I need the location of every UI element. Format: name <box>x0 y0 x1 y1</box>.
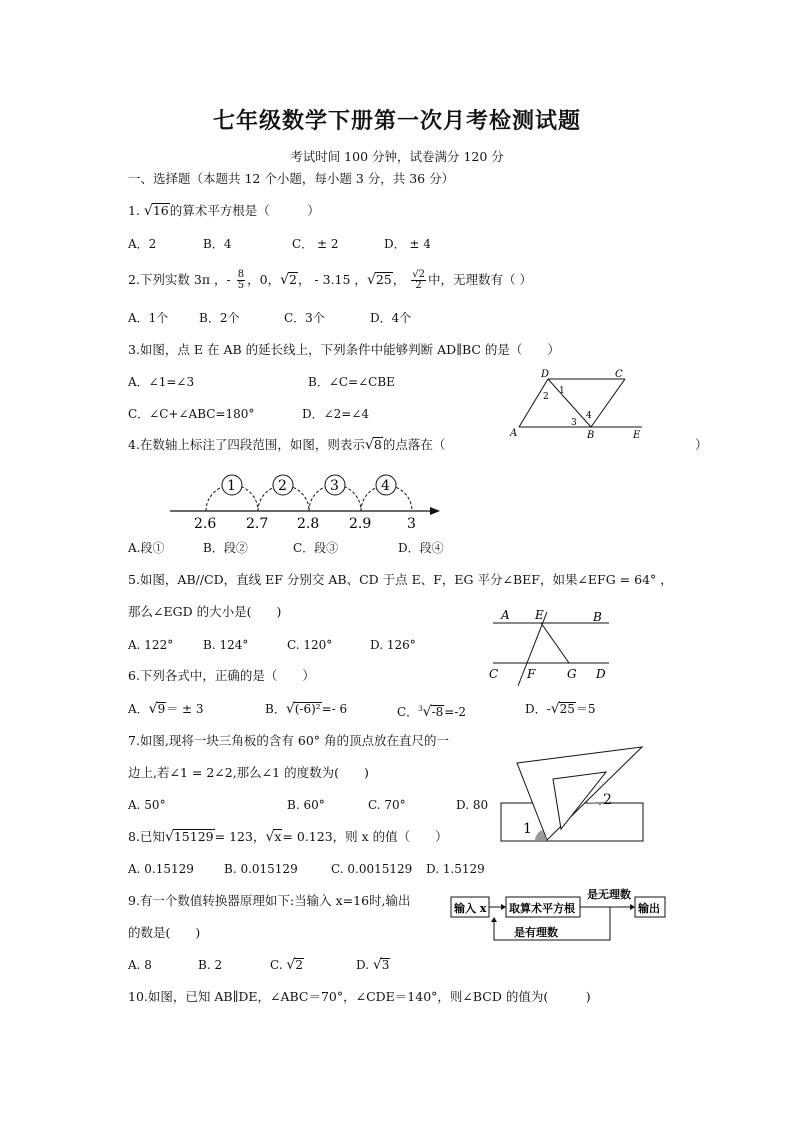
page-title: 七年级数学下册第一次月考检测试题 <box>212 108 581 134</box>
q4-close-paren: ） <box>695 437 708 452</box>
q7-option-a: A. 50° <box>128 798 166 812</box>
angle-1: 1 <box>559 386 565 396</box>
flow-rational: 是有理数 <box>514 926 558 939</box>
q3-option-b: B．∠C=∠CBE <box>308 375 395 389</box>
question-8: 8.已知√15129= 123，√x= 0.123，则 x 的值（ ） <box>128 829 448 845</box>
angle-1: 1 <box>523 821 532 837</box>
label-e: E <box>535 608 544 622</box>
q3-option-d: D．∠2=∠4 <box>302 407 370 421</box>
q6-option-d: D．-√25＝5 <box>525 701 596 717</box>
tick-label: 2.6 <box>194 516 217 532</box>
q2-option-b: B．2个 <box>199 311 240 325</box>
q5-option-c: C. 120° <box>287 638 333 652</box>
angle-2: 2 <box>543 392 549 402</box>
q9-option-c: C. √2 <box>270 957 303 973</box>
q2-option-c: C．3个 <box>284 311 325 325</box>
q1-option-a: A．2 <box>128 237 157 251</box>
question-7-cont: 边上,若∠1 = 2∠2,那么∠1 的度数为( ) <box>128 765 369 780</box>
q8-option-a: A. 0.15129 <box>128 862 194 876</box>
q3-parallelogram-figure <box>505 366 655 442</box>
question-3: 3.如图，点 E 在 AB 的延长线上，下列条件中能够判断 AD∥BC 的是（ ） <box>128 342 560 357</box>
section-heading: 一、选择题（本题共 12 个小题，每小题 3 分，共 36 分） <box>128 171 455 186</box>
label-d: D <box>541 369 550 380</box>
label-g: G <box>567 667 577 681</box>
flow-operation: 取算术平方根 <box>509 902 575 915</box>
question-4: 4.在数轴上标注了四段范围，如图，则表示√8的点落在（ <box>128 437 446 453</box>
q4-option-b: B．段② <box>203 541 248 555</box>
q2-option-a: A．1个 <box>128 311 169 325</box>
q4-option-d: D．段④ <box>398 541 444 555</box>
flow-irrational: 是无理数 <box>587 888 631 901</box>
tick-label: 2.9 <box>349 516 372 532</box>
label-a: A <box>510 428 518 439</box>
question-9-cont: 的数是( ) <box>128 925 201 940</box>
q8-option-b: B. 0.015129 <box>224 862 298 876</box>
question-2: 2.下列实数 3π ，- $\frac{8}{5}$ ，0，√2， - 3.15 ，√25， $\frac{√2}{2}$ 中，无理数有（ ） <box>128 269 532 291</box>
question-9: 9.有一个数值转换器原理如下:当输入 x=16时,输出 <box>128 893 411 908</box>
q5-option-d: D. 126° <box>370 638 416 652</box>
question-6: 6.下列各式中，正确的是（ ） <box>128 668 315 683</box>
question-1: 1. √16的算术平方根是（ ） <box>128 203 320 219</box>
angle-4: 4 <box>586 411 592 421</box>
label-c: C <box>489 667 499 681</box>
q2-option-d: D．4个 <box>370 311 412 325</box>
label-d: D <box>596 667 606 681</box>
q9-flowchart-figure <box>448 882 670 944</box>
segment-3-label: 3 <box>330 478 339 494</box>
q1-option-d: D． ± 4 <box>384 237 431 251</box>
exam-info: 考试时间 100 分钟，试卷满分 120 分 <box>290 149 504 164</box>
q9-option-d: D. √3 <box>356 957 390 973</box>
q6-option-b: B．√(-6)²=- 6 <box>265 701 348 717</box>
q1-option-c: C． ± 2 <box>292 237 339 251</box>
flow-input: 输入 x <box>454 902 487 915</box>
question-7: 7.如图,现将一块三角板的含有 60° 角的顶点放在直尺的一 <box>128 733 450 748</box>
label-b: B <box>593 610 602 624</box>
q7-triangle-ruler-figure <box>496 744 648 844</box>
q4-option-a: A.段① <box>128 541 165 555</box>
q4-option-c: C．段③ <box>293 541 339 555</box>
segment-4-label: 4 <box>381 478 390 494</box>
label-b: B <box>587 430 595 441</box>
label-f: F <box>527 667 536 681</box>
q7-option-d: D. 80 <box>456 798 489 812</box>
segment-1-label: 1 <box>227 478 236 494</box>
label-c: C <box>615 369 623 380</box>
q3-option-c: C．∠C+∠ABC=180° <box>128 407 255 421</box>
question-5-cont: 那么∠EGD 的大小是( ) <box>128 604 282 619</box>
tick-label: 3 <box>407 516 416 532</box>
q1-option-b: B．4 <box>203 237 232 251</box>
q6-option-c: C．$^3$√-8=-2 <box>397 704 467 720</box>
q5-option-a: A. 122° <box>128 638 174 652</box>
angle-3: 3 <box>571 418 577 428</box>
q7-option-c: C. 70° <box>368 798 406 812</box>
q8-option-d: D. 1.5129 <box>426 862 485 876</box>
q3-option-a: A．∠1=∠3 <box>128 375 195 389</box>
question-5: 5.如图，AB//CD，直线 EF 分别交 AB、CD 于点 E、F，EG 平分∠BEF，如果∠EFG = 64° ， <box>128 572 673 587</box>
flow-output: 输出 <box>638 902 660 915</box>
tick-label: 2.7 <box>246 516 269 532</box>
q6-option-a: A．√9＝ ± 3 <box>128 701 204 717</box>
q7-option-b: B. 60° <box>287 798 325 812</box>
q9-option-a: A. 8 <box>128 958 152 972</box>
q8-option-c: C. 0.0015129 <box>331 862 413 876</box>
tick-label: 2.8 <box>297 516 320 532</box>
segment-2-label: 2 <box>278 478 287 494</box>
q9-option-b: B. 2 <box>198 958 223 972</box>
number-line-figure <box>160 466 450 532</box>
question-10: 10.如图，已知 AB∥DE，∠ABC＝70°，∠CDE＝140°，则∠BCD 的值为( ) <box>128 989 591 1004</box>
angle-2: 2 <box>603 792 612 808</box>
q5-parallel-lines-figure <box>485 602 620 688</box>
q5-option-b: B. 124° <box>203 638 249 652</box>
label-e: E <box>633 430 641 441</box>
label-a: A <box>501 608 510 622</box>
